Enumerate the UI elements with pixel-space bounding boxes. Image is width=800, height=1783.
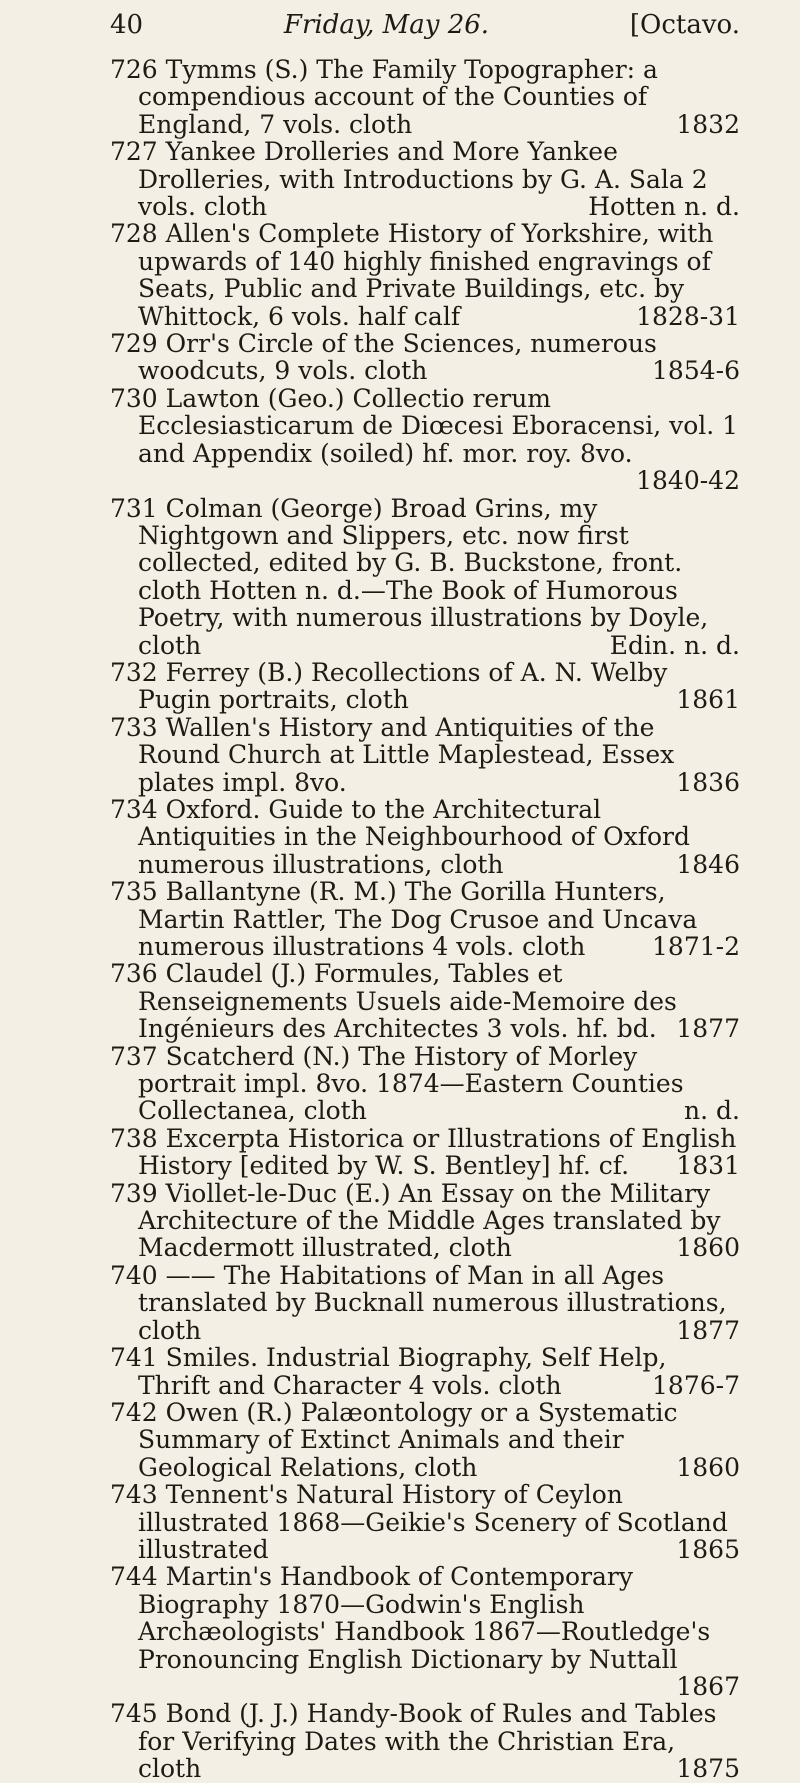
lot-entry [110, 495, 740, 659]
lot-entry [110, 878, 740, 960]
lot-entry [110, 1399, 740, 1481]
lot-number: 734 [110, 794, 166, 824]
page-number: 40 [110, 10, 144, 40]
lot-date: 1877 [676, 1014, 740, 1044]
lot-number: 736 [110, 959, 166, 989]
lot-number: 740 [110, 1260, 166, 1290]
lot-list [110, 56, 740, 1783]
lot-date: Hotten n. d. [588, 192, 740, 222]
lot-description: Colman (George) Broad Grins, my Nightgown and Slippers, etc. now first collected, edited by G. B. Buckstone, front. cloth Hotten n. d.—The Book of Humorous Poetry, with numerous illustrations by Doyle, cloth [138, 493, 709, 660]
lot-description: Yankee Drolleries and More Yankee Drolleries, with Introductions by G. A. Sala 2 vols. cloth [138, 137, 708, 222]
lot-number: 738 [110, 1123, 166, 1153]
lot-description: Viollet-le-Duc (E.) An Essay on the Military Architecture of the Middle Ages translated by Macdermott illustrated, cloth [138, 1178, 721, 1263]
lot-date: 1846 [676, 849, 740, 879]
lot-entry [110, 330, 740, 385]
lot-date: 1876-7 [652, 1370, 740, 1400]
lot-description: Wallen's History and Antiquities of the Round Church at Little Maplestead, Essex plates impl. 8vo. [138, 712, 675, 797]
page-header [110, 10, 740, 56]
lot-date: 1875 [676, 1754, 740, 1783]
lot-entry [110, 220, 740, 330]
lot-number: 730 [110, 383, 166, 413]
lot-entry [110, 1043, 740, 1125]
lot-description: Lawton (Geo.) Collectio rerum Ecclesiasticarum de Diœcesi Eboracensi, vol. 1 and Appendix (soiled) hf. mor. roy. 8vo. [138, 383, 739, 468]
lot-number: 731 [110, 493, 166, 523]
lot-number: 745 [110, 1699, 166, 1729]
lot-description: Bond (J. J.) Handy-Book of Rules and Tables for Verifying Dates with the Christian Era, cloth [138, 1699, 717, 1783]
lot-date: 1871-2 [652, 932, 740, 961]
lot-entry [110, 1563, 740, 1700]
lot-date: 1832 [676, 109, 740, 139]
lot-entry [110, 1700, 740, 1782]
lot-date: 1854-6 [652, 356, 740, 386]
lot-number: 737 [110, 1041, 166, 1071]
lot-date: 1860 [676, 1233, 740, 1263]
lot-description: —— The Habitations of Man in all Ages translated by Bucknall numerous illustrations, cloth [138, 1260, 727, 1345]
lot-number: 732 [110, 657, 166, 687]
lot-date: Edin. n. d. [609, 630, 740, 660]
lot-date: 1828-31 [636, 301, 740, 331]
lot-date: 1867 [676, 1671, 740, 1701]
lot-number: 739 [110, 1178, 166, 1208]
lot-entry [110, 960, 740, 1042]
lot-number: 733 [110, 712, 166, 742]
lot-entry [110, 1481, 740, 1563]
lot-entry [110, 796, 740, 878]
lot-entry [110, 714, 740, 796]
lot-description: Smiles. Industrial Biography, Self Help, Thrift and Character 4 vols. cloth [138, 1343, 667, 1400]
lot-entry [110, 1344, 740, 1399]
lot-description: Allen's Complete History of Yorkshire, with upwards of 140 highly finished engravings of Seats, Public and Private Buildings, etc. by Whittock, 6 vols. half calf [138, 219, 714, 331]
lot-entry [110, 1262, 740, 1344]
lot-date: n. d. [684, 1096, 740, 1126]
lot-date: 1860 [676, 1452, 740, 1482]
lot-description: Orr's Circle of the Sciences, numerous woodcuts, 9 vols. cloth [138, 329, 657, 386]
lot-description: Owen (R.) Palæontology or a Systematic Summary of Extinct Animals and their Geological Relations, cloth [138, 1397, 678, 1482]
lot-number: 744 [110, 1562, 166, 1592]
lot-description: Oxford. Guide to the Architectural Antiquities in the Neighbourhood of Oxford numerous illustrations, cloth [138, 794, 690, 879]
lot-date: 1831 [676, 1151, 740, 1181]
lot-entry [110, 1180, 740, 1262]
lot-description: Excerpta Historica or Illustrations of English History [edited by W. S. Bentley] hf. cf. [138, 1123, 737, 1181]
lot-number: 729 [110, 329, 166, 359]
lot-number: 735 [110, 877, 166, 907]
lot-date: 1836 [676, 767, 740, 797]
lot-description: Claudel (J.) Formules, Tables et Renseignements Usuels aide-Memoire des Ingénieurs des Architectes 3 vols. hf. bd. [138, 959, 677, 1044]
sale-day: Friday, May 26. [283, 10, 490, 40]
lot-description: Martin's Handbook of Contemporary Biography 1870—Godwin's English Archæologists' Handbook 1867—Routledge's Pronouncing English Dictionary by Nuttall [138, 1562, 711, 1674]
lot-entry [110, 1125, 740, 1180]
lot-number: 726 [110, 55, 166, 84]
lot-entry [110, 138, 740, 220]
lot-description: Tymms (S.) The Family Topographer: a compendious account of the Counties of England, 7 vols. cloth [138, 55, 658, 139]
lot-number: 742 [110, 1397, 166, 1427]
lot-entry [110, 659, 740, 714]
lot-date: 1865 [676, 1534, 740, 1564]
lot-description: Tennent's Natural History of Ceylon illustrated 1868—Geikie's Scenery of Scotland illustrated [138, 1480, 728, 1564]
lot-number: 728 [110, 219, 166, 249]
lot-date: 1861 [676, 685, 740, 715]
lot-description: Ballantyne (R. M.) The Gorilla Hunters, Martin Rattler, The Dog Crusoe and Uncava numerous illustrations 4 vols. cloth [138, 877, 698, 961]
lot-number: 727 [110, 137, 166, 167]
lot-description: Scatcherd (N.) The History of Morley portrait impl. 8vo. 1874—Eastern Counties Collectanea, cloth [138, 1041, 684, 1126]
lot-entry [110, 56, 740, 138]
lot-number: 741 [110, 1343, 166, 1373]
lot-description: Ferrey (B.) Recollections of A. N. Welby Pugin portraits, cloth [138, 657, 668, 715]
lot-date: 1877 [676, 1315, 740, 1345]
section-label: [Octavo. [629, 10, 740, 40]
lot-entry [110, 385, 740, 495]
lot-number: 743 [110, 1480, 166, 1510]
lot-date: 1840-42 [636, 466, 740, 496]
